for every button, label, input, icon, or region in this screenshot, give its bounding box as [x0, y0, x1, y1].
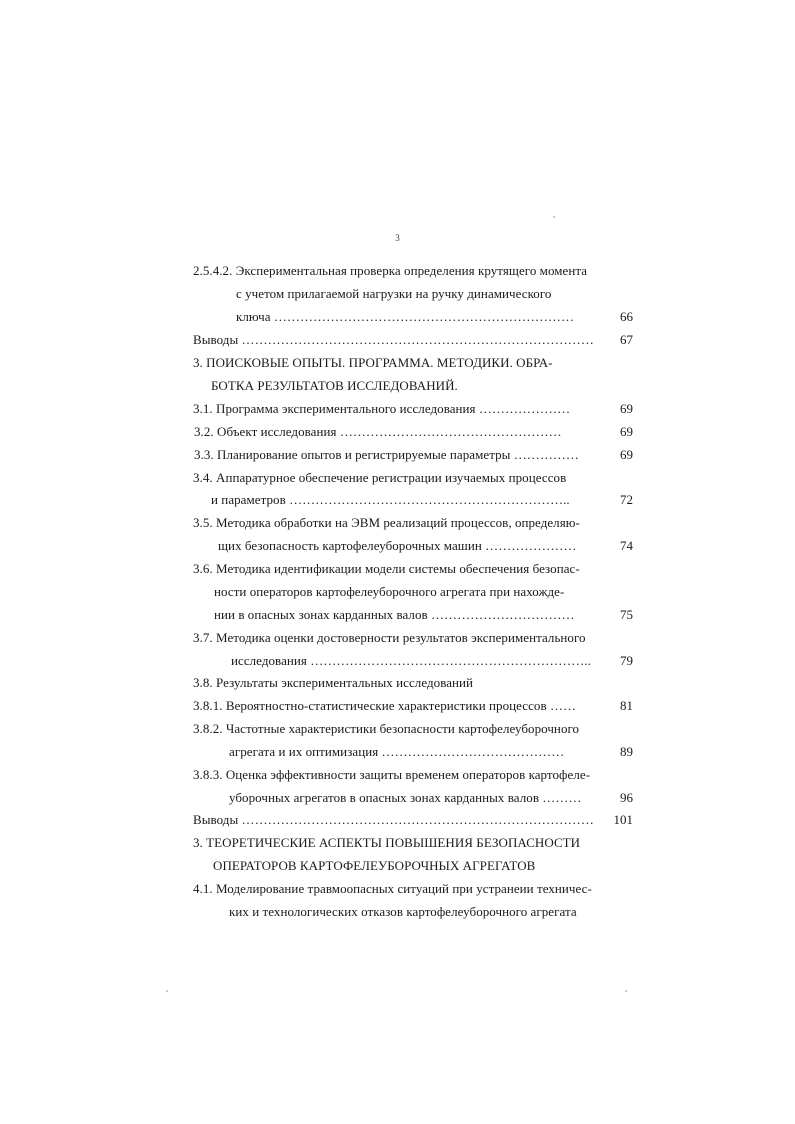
toc-page-number: 75: [620, 607, 633, 622]
toc-page-number: 67: [620, 332, 633, 347]
toc-entry-line: с учетом прилагаемой нагрузки на ручку динамического: [236, 286, 552, 301]
toc-entry-line: 3.5. Методика обработки на ЭВМ реализаций процессов, определяю-: [193, 515, 580, 530]
toc-page-number: 69: [620, 424, 633, 439]
toc-page-number: 74: [620, 538, 633, 553]
toc-entry-line: 3.6. Методика идентификации модели системы обеспечения безопас-: [193, 561, 580, 576]
toc-entry-line: уборочных агрегатов в опасных зонах карданных валов ………: [229, 790, 582, 805]
toc-entry-line: ности операторов картофелеуборочного агрегата при нахожде-: [214, 584, 565, 599]
toc-page-number: 69: [620, 401, 633, 416]
toc-page-number: 81: [620, 698, 633, 713]
toc-page-number: 69: [620, 447, 633, 462]
toc-page-number: 66: [620, 309, 633, 324]
toc-page-number: 89: [620, 744, 633, 759]
toc-entry-line: 3.8.3. Оценка эффективности защиты временем операторов картофеле-: [193, 767, 591, 782]
toc-entry-line: исследования ………………………………………………………..: [231, 653, 591, 668]
toc-entry-line: и параметров ………………………………………………………..: [211, 492, 570, 507]
toc-entry-line: ких и технологических отказов картофелеуборочного агрегата: [229, 904, 577, 919]
toc-entry-line: агрегата и их оптимизация ……………………………………: [229, 744, 565, 759]
toc-page-number: 101: [613, 812, 633, 827]
toc-entry-line: 3.3. Планирование опытов и регистрируемые параметры ……………: [194, 447, 579, 462]
toc-page-number: 96: [620, 790, 633, 805]
toc-chapter-line: 3. ТЕОРЕТИЧЕСКИЕ АСПЕКТЫ ПОВЫШЕНИЯ БЕЗОПАСНОСТИ: [193, 835, 581, 850]
toc-entry-line: 3.8. Результаты экспериментальных исследований: [193, 675, 474, 690]
toc-chapter-line: 3. ПОИСКОВЫЕ ОПЫТЫ. ПРОГРАММА. МЕТОДИКИ. ОБРА-: [193, 355, 553, 370]
toc-entry-line: 4.1. Моделирование травмоопасных ситуаций при устранеии техничес-: [193, 881, 592, 896]
toc-entry-line: щих безопасность картофелеуборочных машин …………………: [218, 538, 577, 553]
toc-entry-line: 2.5.4.2. Экспериментальная проверка определения крутящего момента: [193, 263, 588, 278]
toc-chapter-line: ОПЕРАТОРОВ КАРТОФЕЛЕУБОРОЧНЫХ АГРЕГАТОВ: [213, 858, 536, 873]
toc-entry-line: 3.2. Объект исследования ……………………………………………: [194, 424, 562, 439]
toc-entry-line: Выводы ………………………………………………………………………: [193, 332, 594, 347]
scan-speck: [625, 990, 627, 992]
toc-entry-line: нии в опасных зонах карданных валов ……………………………: [214, 607, 575, 622]
scan-speck: [166, 990, 168, 992]
toc-entry-line: 3.7. Методика оценки достоверности результатов экспериментального: [193, 630, 586, 645]
scan-speck: [553, 216, 555, 218]
toc-entry-line: 3.8.1. Вероятностно-статистические характеристики процессов ……: [193, 698, 577, 713]
toc-page-number: 79: [620, 653, 633, 668]
toc-entry-line: 3.4. Аппаратурное обеспечение регистрации изучаемых процессов: [193, 470, 567, 485]
toc-page-number: 72: [620, 492, 633, 507]
toc-entry-line: ключа ……………………………………………………………: [236, 309, 575, 324]
toc-chapter-line: БОТКА РЕЗУЛЬТАТОВ ИССЛЕДОВАНИЙ.: [211, 378, 458, 393]
toc-entry-line: 3.1. Программа экспериментального исследования …………………: [193, 401, 571, 416]
page-number: 3: [395, 233, 400, 243]
toc-entry-line: 3.8.2. Частотные характеристики безопасности картофелеуборочного: [193, 721, 580, 736]
toc-entry-line: Выводы ………………………………………………………………………: [193, 812, 594, 827]
